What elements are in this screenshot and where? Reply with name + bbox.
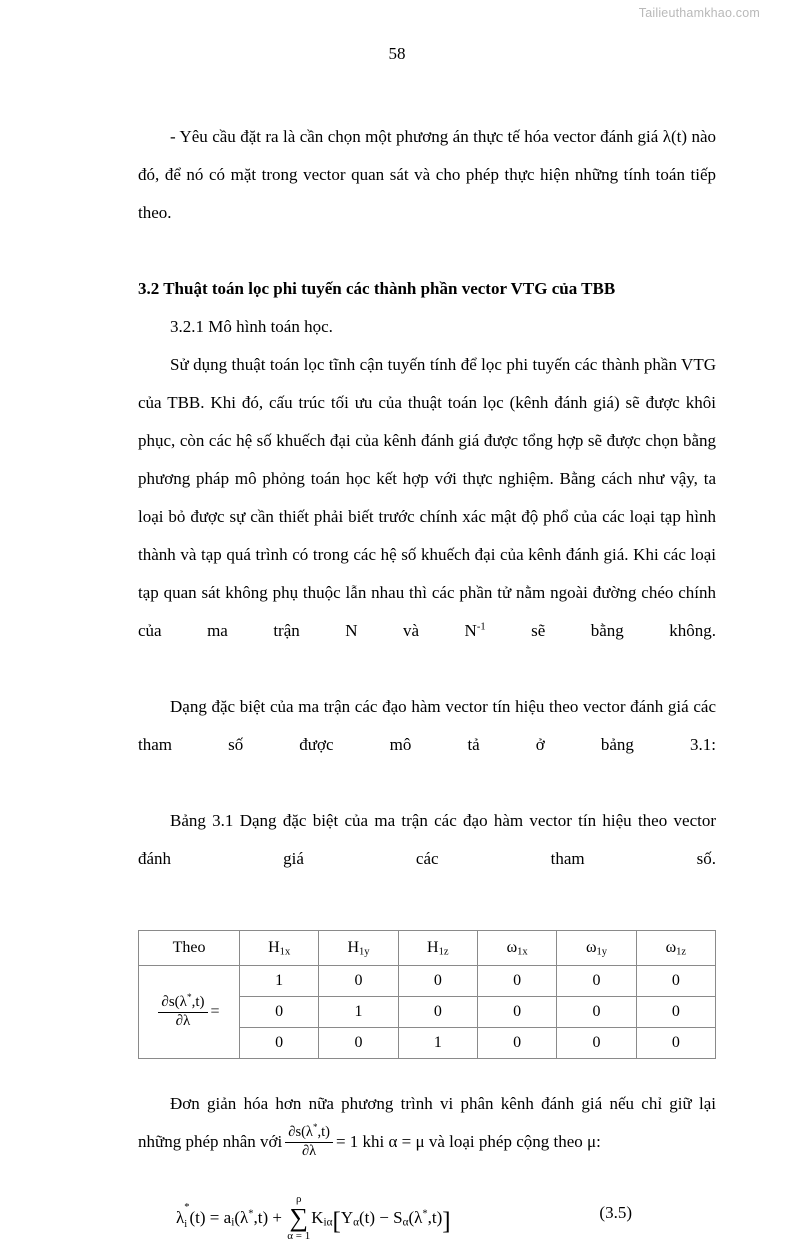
equation-s-star: * — [422, 1208, 428, 1220]
table-header-cell-1 — [240, 931, 319, 966]
table-cell: 0 — [240, 1028, 319, 1059]
section-heading-3-2: 3.2 Thuật toán lọc phi tuyến các thành phần vector VTG của TBB — [138, 279, 616, 298]
table-cell: 0 — [477, 997, 556, 1028]
table-container — [138, 930, 716, 1059]
equation-lhs-star: * — [184, 1201, 190, 1213]
table-header-cell-3 — [398, 931, 477, 966]
derivative-matrix-table — [138, 930, 716, 1059]
table-header-sub-6: 1z — [676, 946, 687, 958]
fraction-numerator-text: ∂s(λ — [161, 993, 187, 1010]
equation-a-star: * — [248, 1208, 254, 1220]
table-cell: 0 — [557, 997, 636, 1028]
paragraph-body-main-part1: Sử dụng thuật toán lọc tĩnh cận tuyến tính để lọc phi tuyến các thành phần VTG của TBB. Khi đó, cấu trúc tối ưu của thuật toán lọc (kênh đánh giá) sẽ được khôi phục, còn các hệ số khuếch đại của kênh đánh giá được tổng hợp sẽ được chọn bằng phương pháp mô phỏng toán học kết hợp với thực nghiệm. Bằng cách như vậy, ta loại bỏ được sự cần thiết phải biết trước chính xác mật độ phổ của các loại tạp hình thành và tạp quá trình có trong các hệ số khuếch đại của kênh đánh giá. Khi các loại tạp quan sát không phụ thuộc lẫn nhau thì các phần tử nằm ngoài đường chéo chính của ma trận N và N — [138, 355, 716, 640]
equation-y-term: Y — [340, 1207, 354, 1227]
inline-fraction-numerator-rest: ,t) — [317, 1124, 330, 1141]
table-cell: 0 — [319, 966, 398, 997]
equation-s-sub: α — [402, 1216, 409, 1229]
paragraph-matrix-intro-text: Dạng đặc biệt của ma trận các đạo hàm vector tín hiệu theo vector đánh giá các tham số được mô tả ở bảng 3.1: — [138, 697, 716, 754]
inline-fraction-numerator-text: ∂s(λ — [288, 1124, 313, 1141]
sigma-icon: ∑ — [289, 1203, 308, 1232]
equation-lhs-indices — [184, 1201, 190, 1231]
partial-derivative-fraction — [158, 992, 207, 1030]
watermark-text: Tailieuthamkhao.com — [638, 6, 760, 20]
table-cell: 0 — [477, 966, 556, 997]
fraction-numerator-rest: ,t) — [191, 993, 205, 1010]
table-caption — [138, 802, 716, 916]
paragraph-simplify-part3: khi α = μ và loại phép cộng theo μ: — [362, 1132, 601, 1151]
paragraph-matrix-intro — [138, 688, 716, 802]
star-superscript: * — [186, 992, 192, 1003]
equation-3-5-body — [176, 1195, 451, 1243]
paragraph-body-main — [138, 346, 716, 688]
table-cell: 0 — [557, 1028, 636, 1059]
page-number: 58 — [388, 44, 406, 63]
equation-lhs-t: (t) = — [189, 1207, 220, 1227]
table-header-cell-5 — [557, 931, 636, 966]
equation-lhs-sub: i — [184, 1219, 188, 1231]
equals-sign: = — [210, 1003, 220, 1020]
table-header-sub-5: 1y — [596, 946, 608, 958]
table-header-cell-4 — [477, 931, 556, 966]
table-cell: 1 — [240, 966, 319, 997]
summation-operator — [287, 1194, 310, 1242]
equation-s-term: S — [393, 1207, 403, 1227]
table-cell: 0 — [636, 1028, 715, 1059]
table-cell: 0 — [636, 997, 715, 1028]
paragraph-body-main-part2: sẽ bằng không. — [485, 621, 716, 640]
equation-a-term: a — [223, 1207, 232, 1227]
equation-a-sub: i — [231, 1216, 235, 1229]
table-header-cell-6 — [636, 931, 715, 966]
paragraph-simplify-part2: = 1 — [335, 1132, 359, 1151]
bracket-open: [ — [332, 1207, 341, 1235]
table-header-label-1: H — [268, 939, 280, 956]
inline-fraction-numerator — [285, 1122, 333, 1142]
paragraph-intro-text: - Yêu cầu đặt ra là cần chọn một phương án thực tế hóa vector đánh giá λ(t) nào đó, để nó có mặt trong vector quan sát và cho phép thực hiện những tính toán tiếp theo. — [138, 127, 716, 222]
table-header-label-2: H — [347, 939, 359, 956]
sub-heading-3-2-1 — [138, 308, 716, 346]
superscript-inverse: -1 — [476, 621, 486, 633]
paragraph-simplify — [138, 1085, 716, 1161]
inline-partial-derivative-fraction — [285, 1122, 333, 1159]
table-cell: 0 — [240, 997, 319, 1028]
table-row-label-cell — [139, 966, 240, 1059]
equation-number: (3.5) — [599, 1203, 632, 1222]
star-superscript: * — [312, 1122, 318, 1133]
table-header-label-6: ω — [665, 939, 677, 956]
table-row — [139, 966, 716, 997]
table-header-label-0: Theo — [172, 939, 206, 956]
equation-y-args: (t) − — [358, 1207, 389, 1227]
table-header-row — [139, 931, 716, 966]
inline-fraction-denominator: ∂λ — [302, 1142, 317, 1159]
fraction-numerator — [158, 992, 207, 1013]
equation-k-term: K — [311, 1207, 324, 1227]
table-cell: 0 — [319, 1028, 398, 1059]
table-cell: 0 — [398, 997, 477, 1028]
fraction-denominator: ∂λ — [175, 1012, 191, 1029]
table-caption-text: Bảng 3.1 Dạng đặc biệt của ma trận các đạo hàm vector tín hiệu theo vector đánh giá các tham số. — [138, 811, 716, 868]
equation-a-close: ,t) + — [253, 1207, 282, 1227]
table-header-sub-4: 1x — [517, 946, 528, 958]
table-cell: 1 — [398, 1028, 477, 1059]
table-header-cell-0 — [139, 931, 240, 966]
table-header-cell-2 — [319, 931, 398, 966]
summation-upper-limit: ρ — [295, 1193, 302, 1205]
table-cell: 0 — [398, 966, 477, 997]
table-cell: 0 — [557, 966, 636, 997]
table-header-label-3: H — [427, 939, 439, 956]
table-head — [139, 931, 716, 966]
paragraph-intro — [138, 118, 716, 270]
table-header-label-5: ω — [585, 939, 597, 956]
summation-lower-limit: α = 1 — [287, 1230, 311, 1242]
table-header-label-4: ω — [506, 939, 518, 956]
equation-y-sub: α — [353, 1216, 359, 1229]
equation-3-5-block — [138, 1187, 716, 1247]
table-header-sub-3: 1z — [438, 946, 449, 958]
equation-lhs-lambda: λ — [176, 1207, 185, 1227]
table-cell: 0 — [477, 1028, 556, 1059]
equation-a-open: (λ — [234, 1207, 249, 1227]
paragraph-simplify-part1: Đơn giản hóa hơn nữa phương trình vi phân kênh đánh giá nếu chỉ giữ lại những phép nhân với — [138, 1094, 716, 1151]
table-body — [139, 966, 716, 1059]
table-cell: 0 — [636, 966, 715, 997]
table-cell: 1 — [319, 997, 398, 1028]
sub-heading-text: 3.2.1 Mô hình toán học. — [170, 317, 333, 336]
equation-s-close: ,t) — [427, 1207, 443, 1227]
equation-s-open: (λ — [408, 1207, 423, 1227]
page-content — [138, 118, 716, 1247]
bracket-close: ] — [442, 1207, 451, 1235]
equation-k-sub: iα — [323, 1216, 333, 1229]
table-header-sub-2: 1y — [359, 946, 370, 958]
table-header-sub-1: 1x — [279, 946, 291, 958]
